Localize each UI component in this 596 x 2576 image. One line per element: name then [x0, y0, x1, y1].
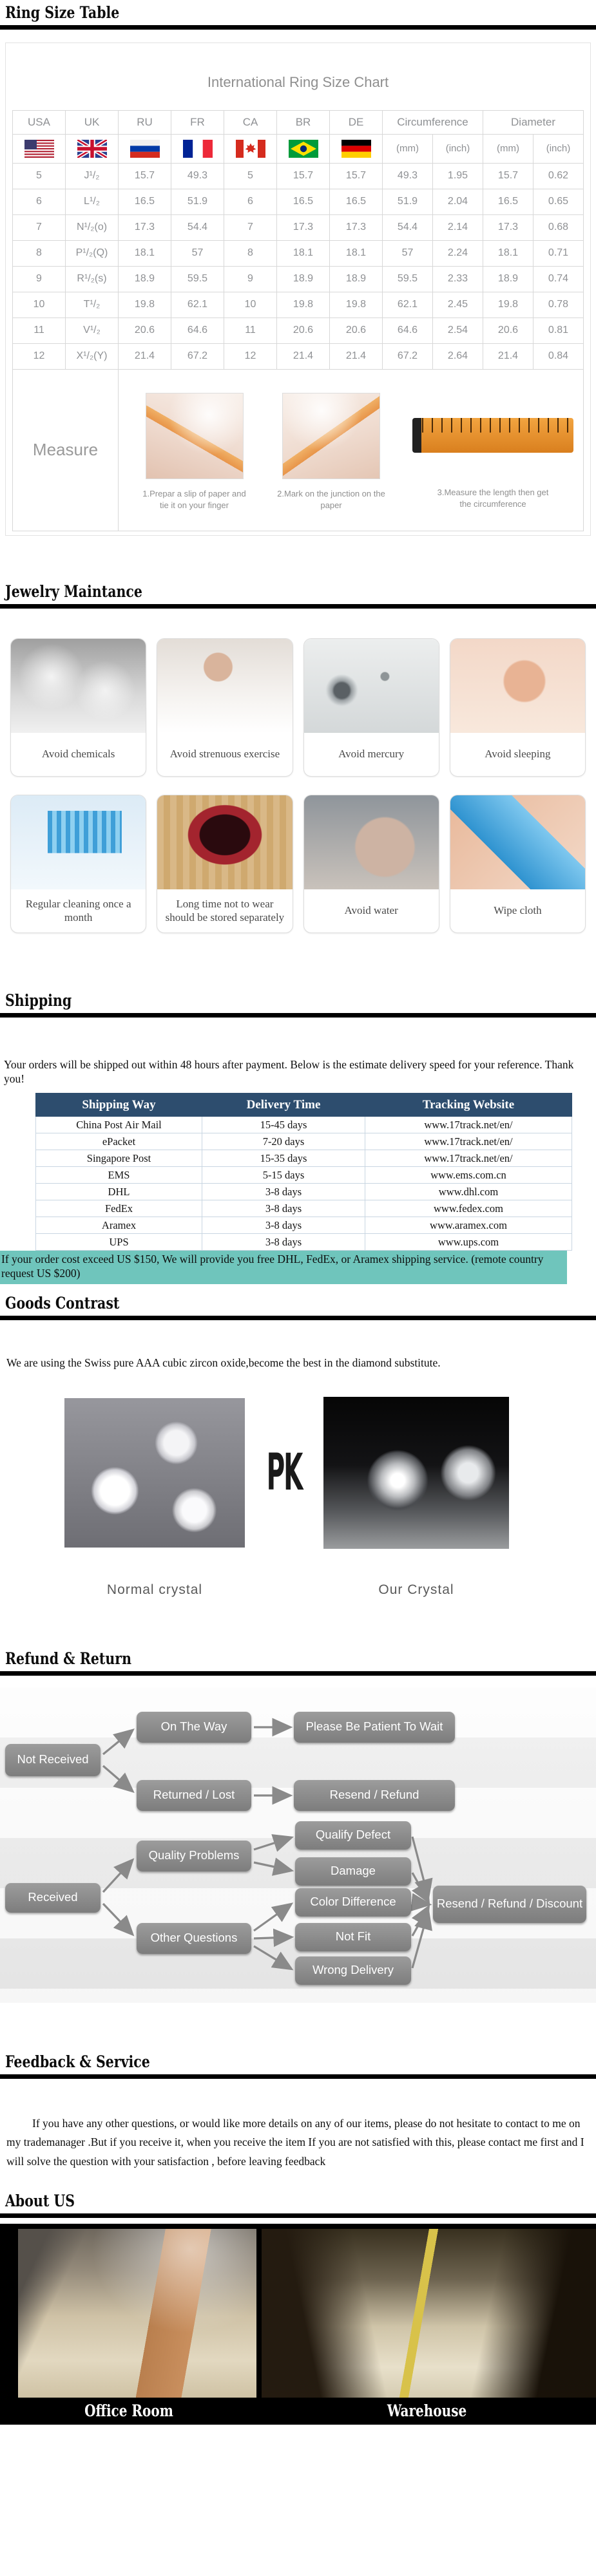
- maintenance-card: [450, 638, 586, 777]
- cell-ru: 18.1: [119, 240, 171, 266]
- cell-dia-mm: 18.9: [483, 266, 534, 292]
- cell-dia-inch: 0.65: [534, 189, 584, 214]
- flow-node-received: Received: [5, 1883, 101, 1913]
- section-divider-bar: [0, 1013, 596, 1018]
- section-about-us: [0, 2192, 596, 2425]
- measure-label-cell: [13, 369, 119, 531]
- cell-delivery-time: 3-8 days: [202, 1234, 365, 1251]
- cell-circ-inch: 2.14: [433, 214, 483, 240]
- cell-delivery-time: 7-20 days: [202, 1133, 365, 1150]
- cell-shipping-way: Singapore Post: [36, 1150, 202, 1167]
- section-refund-return: [0, 1650, 596, 2003]
- cell-uk: X¹/₂(Y): [66, 343, 119, 369]
- cell-shipping-way: ePacket: [36, 1133, 202, 1150]
- ring-chart-title: International Ring Size Chart: [207, 73, 389, 90]
- card-caption: Regular cleaning once a month: [25, 897, 131, 923]
- flow-node-color-difference: Color Difference: [295, 1888, 411, 1917]
- cell-uk: R¹/₂(s): [66, 266, 119, 292]
- unit-cell-circ-inch: (inch): [433, 134, 483, 163]
- cell-usa: 6: [13, 189, 66, 214]
- flow-node-resend-refund: Resend / Refund: [294, 1780, 455, 1811]
- cell-br: 16.5: [277, 189, 330, 214]
- cell-de: 18.9: [330, 266, 383, 292]
- cell-dia-mm: 15.7: [483, 163, 534, 189]
- cell-shipping-way: Aramex: [36, 1217, 202, 1234]
- mercury-photo: [304, 639, 439, 733]
- cell-fr: 57: [171, 240, 224, 266]
- cell-br: 18.9: [277, 266, 330, 292]
- measure-label: Measure: [32, 440, 99, 459]
- flow-node-other-questions: Other Questions: [137, 1923, 251, 1954]
- cell-ca: 5: [224, 163, 277, 189]
- col-header-usa: USA: [13, 110, 66, 134]
- cell-usa: 8: [13, 240, 66, 266]
- normal-crystal-photo: [64, 1398, 245, 1548]
- section-title-ring-size: Ring Size Table: [5, 3, 120, 22]
- cell-tracking-website: www.fedex.com: [365, 1200, 572, 1217]
- maintenance-card: [157, 638, 293, 777]
- about-us-labels: [0, 2398, 596, 2425]
- cleaning-photo: [11, 795, 146, 889]
- cell-tracking-website: www.dhl.com: [365, 1184, 572, 1200]
- flag-cell-de: [330, 134, 383, 163]
- cell-tracking-website: www.aramex.com: [365, 1217, 572, 1234]
- normal-crystal-caption: Normal crystal: [106, 1582, 203, 1597]
- cell-circ-inch: 2.64: [433, 343, 483, 369]
- flow-node-resend-refund-discount: Resend / Refund / Discount: [433, 1886, 586, 1923]
- card-caption: Avoid water: [344, 904, 398, 917]
- cell-dia-inch: 0.84: [534, 343, 584, 369]
- section-divider-bar: [0, 2074, 596, 2079]
- cell-usa: 12: [13, 343, 66, 369]
- feedback-service-text: If you have any other questions, or would like more details on any of our items, please do not hesitate to contact to me on my trademanager .But if you receive it, when you receive the item If you are not satisfied with this, please contact me first and I will solve the question with your satisfaction , before leaving feedback: [6, 2116, 584, 2168]
- section-feedback-service: [0, 2053, 596, 2172]
- card-caption: Avoid strenuous exercise: [169, 748, 280, 761]
- section-divider-bar: [0, 1671, 596, 1676]
- col-header-diameter: Diameter: [483, 110, 584, 134]
- cell-circ-mm: 67.2: [383, 343, 433, 369]
- cell-ru: 18.9: [119, 266, 171, 292]
- about-us-photos: [0, 2229, 596, 2398]
- maintenance-card: [10, 795, 146, 933]
- maintenance-card: [303, 638, 439, 777]
- sleeping-photo: [450, 639, 585, 733]
- flag-cell-uk: [66, 134, 119, 163]
- storage-photo: [157, 795, 292, 889]
- cell-fr: 54.4: [171, 214, 224, 240]
- cell-circ-mm: 62.1: [383, 292, 433, 317]
- shipping-row: [36, 1217, 572, 1234]
- cell-tracking-website: www.17track.net/en/: [365, 1117, 572, 1133]
- shipping-row: [36, 1117, 572, 1133]
- france-flag-icon: [183, 140, 213, 158]
- cell-usa: 10: [13, 292, 66, 317]
- cell-dia-mm: 20.6: [483, 317, 534, 343]
- col-header-de: DE: [330, 110, 383, 134]
- our-crystal-photo: [323, 1397, 509, 1549]
- ring-flag-row: [13, 134, 584, 163]
- cell-dia-mm: 17.3: [483, 214, 534, 240]
- cell-tracking-website: www.17track.net/en/: [365, 1150, 572, 1167]
- section-title-jewelry-maintenance: Jewelry Maintance: [5, 582, 142, 601]
- cell-fr: 49.3: [171, 163, 224, 189]
- section-divider-bar: [0, 25, 596, 30]
- measure-steps: [119, 383, 583, 517]
- cell-br: 17.3: [277, 214, 330, 240]
- cell-ru: 20.6: [119, 317, 171, 343]
- section-title-goods-contrast: Goods Contrast: [5, 1294, 120, 1312]
- card-caption: Avoid mercury: [338, 748, 405, 761]
- cell-dia-inch: 0.81: [534, 317, 584, 343]
- measure-step-2: [275, 393, 388, 511]
- ring-size-row: [13, 163, 584, 189]
- cell-circ-inch: 2.04: [433, 189, 483, 214]
- section-shipping: [0, 992, 596, 1284]
- col-header-uk: UK: [66, 110, 119, 134]
- cell-usa: 5: [13, 163, 66, 189]
- unit-cell-dia-inch: (inch): [534, 134, 584, 163]
- cell-delivery-time: 15-35 days: [202, 1150, 365, 1167]
- section-divider-bar: [0, 2213, 596, 2218]
- cell-ru: 21.4: [119, 343, 171, 369]
- cell-de: 16.5: [330, 189, 383, 214]
- col-header-circumference: Circumference: [383, 110, 483, 134]
- cell-dia-inch: 0.78: [534, 292, 584, 317]
- cell-fr: 64.6: [171, 317, 224, 343]
- ring-size-row: [13, 240, 584, 266]
- section-title-refund-return: Refund & Return: [5, 1649, 131, 1668]
- measure-step-1: [138, 393, 251, 511]
- maintenance-card: [10, 638, 146, 777]
- cell-circ-inch: 2.45: [433, 292, 483, 317]
- unit-cell-circ-mm: (mm): [383, 134, 433, 163]
- flag-cell-br: [277, 134, 330, 163]
- cell-dia-mm: 19.8: [483, 292, 534, 317]
- cell-circ-inch: 2.24: [433, 240, 483, 266]
- cell-circ-mm: 49.3: [383, 163, 433, 189]
- cell-shipping-way: UPS: [36, 1234, 202, 1251]
- cell-br: 21.4: [277, 343, 330, 369]
- measure-step-1-caption: 1.Prepar a slip of paper and tie it on your finger: [142, 488, 246, 510]
- ring-size-row: [13, 189, 584, 214]
- usa-flag-icon: [24, 140, 54, 158]
- flow-node-not-received: Not Received: [5, 1744, 101, 1776]
- measure-row: [13, 369, 584, 531]
- section-ring-size: [0, 4, 596, 536]
- cell-ca: 6: [224, 189, 277, 214]
- maintenance-card: [303, 795, 439, 933]
- cell-circ-mm: 57: [383, 240, 433, 266]
- ring-header-row: [13, 110, 584, 134]
- ring-size-row: [13, 343, 584, 369]
- flow-node-damage: Damage: [295, 1857, 411, 1886]
- cell-ru: 17.3: [119, 214, 171, 240]
- office-room-photo: [18, 2229, 256, 2398]
- refund-flowchart: [0, 1687, 596, 2003]
- cell-dia-inch: 0.74: [534, 266, 584, 292]
- free-shipping-note: If your order cost exceed US $150, We will provide you free DHL, FedEx, or Aramex shipping service. (remote country request US $200): [0, 1251, 567, 1284]
- card-caption: Wipe cloth: [494, 904, 542, 917]
- cell-fr: 62.1: [171, 292, 224, 317]
- cell-ru: 15.7: [119, 163, 171, 189]
- section-divider-bar: [0, 1316, 596, 1320]
- shipping-row: [36, 1167, 572, 1184]
- water-photo: [304, 795, 439, 889]
- flag-cell-ca: [224, 134, 277, 163]
- cell-ca: 10: [224, 292, 277, 317]
- cell-usa: 7: [13, 214, 66, 240]
- maintenance-cards: [10, 638, 586, 933]
- cell-circ-inch: 1.95: [433, 163, 483, 189]
- flow-node-quality-problems: Quality Problems: [137, 1841, 251, 1871]
- cell-ca: 9: [224, 266, 277, 292]
- cell-de: 19.8: [330, 292, 383, 317]
- cell-br: 15.7: [277, 163, 330, 189]
- warehouse-label: Warehouse: [387, 2401, 467, 2420]
- exercise-photo: [157, 639, 292, 733]
- cell-shipping-way: EMS: [36, 1167, 202, 1184]
- shipping-row: [36, 1200, 572, 1217]
- card-caption: Avoid chemicals: [41, 748, 115, 761]
- flag-cell-fr: [171, 134, 224, 163]
- measure-step-1-photo: [146, 393, 244, 479]
- canada-flag-icon: [236, 140, 265, 158]
- col-header-delivery-time: Delivery Time: [202, 1094, 365, 1117]
- chemicals-photo: [11, 639, 146, 733]
- flow-node-on-the-way: On The Way: [137, 1712, 251, 1743]
- shipping-row: [36, 1184, 572, 1200]
- col-header-ru: RU: [119, 110, 171, 134]
- cell-de: 17.3: [330, 214, 383, 240]
- col-header-fr: FR: [171, 110, 224, 134]
- maintenance-card: [450, 795, 586, 933]
- card-caption: Long time not to wear should be stored separately: [165, 897, 285, 923]
- cell-ca: 7: [224, 214, 277, 240]
- cell-ca: 12: [224, 343, 277, 369]
- cell-uk: L¹/₂: [66, 189, 119, 214]
- measure-steps-cell: [119, 369, 584, 531]
- cell-de: 15.7: [330, 163, 383, 189]
- cell-shipping-way: FedEx: [36, 1200, 202, 1217]
- col-header-tracking-website: Tracking Website: [365, 1094, 572, 1117]
- col-header-shipping-way: Shipping Way: [36, 1094, 202, 1117]
- maintenance-card: [157, 795, 293, 933]
- cell-tracking-website: www.ups.com: [365, 1234, 572, 1251]
- ruler-graphic: [412, 418, 573, 453]
- cell-dia-mm: 18.1: [483, 240, 534, 266]
- unit-cell-dia-mm: (mm): [483, 134, 534, 163]
- cell-circ-mm: 51.9: [383, 189, 433, 214]
- cell-delivery-time: 3-8 days: [202, 1184, 365, 1200]
- cell-de: 20.6: [330, 317, 383, 343]
- cell-delivery-time: 3-8 days: [202, 1200, 365, 1217]
- cell-tracking-website: www.17track.net/en/: [365, 1133, 572, 1150]
- ring-size-row: [13, 266, 584, 292]
- card-caption: Avoid sleeping: [485, 748, 551, 761]
- flow-node-not-fit: Not Fit: [295, 1923, 411, 1951]
- cell-uk: J¹/₂: [66, 163, 119, 189]
- cell-dia-inch: 0.62: [534, 163, 584, 189]
- shipping-row: [36, 1234, 572, 1251]
- cell-circ-mm: 54.4: [383, 214, 433, 240]
- ring-size-row: [13, 292, 584, 317]
- cell-ca: 11: [224, 317, 277, 343]
- measure-step-3: [412, 393, 574, 509]
- cell-uk: N¹/₂(o): [66, 214, 119, 240]
- shipping-intro: Your orders will be shipped out within 48 hours after payment. Below is the estimate delivery speed for your reference. Thank you!: [4, 1057, 574, 1086]
- cell-fr: 59.5: [171, 266, 224, 292]
- flow-node-returned-lost: Returned / Lost: [137, 1780, 251, 1811]
- section-jewelry-maintenance: [0, 583, 596, 933]
- cell-ru: 16.5: [119, 189, 171, 214]
- crystal-comparison: [0, 1397, 596, 1549]
- cell-dia-inch: 0.68: [534, 214, 584, 240]
- caption-spacer: [245, 1582, 323, 1598]
- cell-ru: 19.8: [119, 292, 171, 317]
- section-divider-bar: [0, 604, 596, 609]
- cell-shipping-way: DHL: [36, 1184, 202, 1200]
- uk-flag-icon: [77, 140, 107, 158]
- flag-cell-usa: [13, 134, 66, 163]
- russia-flag-icon: [130, 140, 160, 158]
- cell-uk: P¹/₂(Q): [66, 240, 119, 266]
- cell-shipping-way: China Post Air Mail: [36, 1117, 202, 1133]
- cell-ca: 8: [224, 240, 277, 266]
- flag-cell-ru: [119, 134, 171, 163]
- shipping-table: [35, 1093, 572, 1251]
- section-title-about-us: About US: [5, 2192, 75, 2210]
- cell-circ-inch: 2.54: [433, 317, 483, 343]
- shipping-row: [36, 1133, 572, 1150]
- crystal-captions: [0, 1582, 596, 1598]
- flow-node-wrong-delivery: Wrong Delivery: [295, 1956, 411, 1985]
- ring-size-row: [13, 214, 584, 240]
- cell-delivery-time: 15-45 days: [202, 1117, 365, 1133]
- ring-size-table: [12, 110, 584, 531]
- ring-size-chart-box: [5, 43, 591, 536]
- section-goods-contrast: [0, 1294, 596, 1598]
- cell-dia-mm: 21.4: [483, 343, 534, 369]
- pk-versus-label: PK: [266, 1443, 302, 1502]
- cell-uk: V¹/₂: [66, 317, 119, 343]
- cell-br: 19.8: [277, 292, 330, 317]
- flow-node-quality-defect: Qualify Defect: [295, 1821, 411, 1850]
- cell-de: 18.1: [330, 240, 383, 266]
- shipping-row: [36, 1150, 572, 1167]
- wipe-cloth-photo: [450, 795, 585, 889]
- ring-size-row: [13, 317, 584, 343]
- flow-node-be-patient: Please Be Patient To Wait: [294, 1712, 455, 1743]
- cell-fr: 67.2: [171, 343, 224, 369]
- measure-step-3-photo: [412, 393, 574, 478]
- office-room-label: Office Room: [84, 2401, 173, 2420]
- section-title-feedback-service: Feedback & Service: [5, 2052, 150, 2071]
- measure-step-3-caption: 3.Measure the length then get the circumference: [437, 487, 549, 509]
- cell-de: 21.4: [330, 343, 383, 369]
- cell-tracking-website: www.ems.com.cn: [365, 1167, 572, 1184]
- germany-flag-icon: [341, 140, 371, 158]
- measure-step-2-photo: [282, 393, 380, 479]
- cell-circ-mm: 64.6: [383, 317, 433, 343]
- cell-usa: 9: [13, 266, 66, 292]
- brazil-flag-icon: [289, 140, 318, 158]
- cell-fr: 51.9: [171, 189, 224, 214]
- cell-delivery-time: 5-15 days: [202, 1167, 365, 1184]
- cell-br: 20.6: [277, 317, 330, 343]
- our-crystal-caption: Our Crystal: [378, 1582, 454, 1597]
- col-header-ca: CA: [224, 110, 277, 134]
- col-header-br: BR: [277, 110, 330, 134]
- cell-usa: 11: [13, 317, 66, 343]
- cell-delivery-time: 3-8 days: [202, 1217, 365, 1234]
- cell-circ-mm: 59.5: [383, 266, 433, 292]
- cell-circ-inch: 2.33: [433, 266, 483, 292]
- cell-dia-mm: 16.5: [483, 189, 534, 214]
- warehouse-photo: [262, 2229, 596, 2398]
- shipping-header-row: [36, 1094, 572, 1117]
- goods-contrast-intro: We are using the Swiss pure AAA cubic zircon oxide,become the best in the diamond substitute.: [6, 1356, 441, 1369]
- cell-dia-inch: 0.71: [534, 240, 584, 266]
- section-title-shipping: Shipping: [5, 991, 72, 1010]
- measure-step-2-caption: 2.Mark on the junction on the paper: [277, 488, 385, 510]
- about-us-panel: [0, 2224, 596, 2425]
- cell-br: 18.1: [277, 240, 330, 266]
- cell-uk: T¹/₂: [66, 292, 119, 317]
